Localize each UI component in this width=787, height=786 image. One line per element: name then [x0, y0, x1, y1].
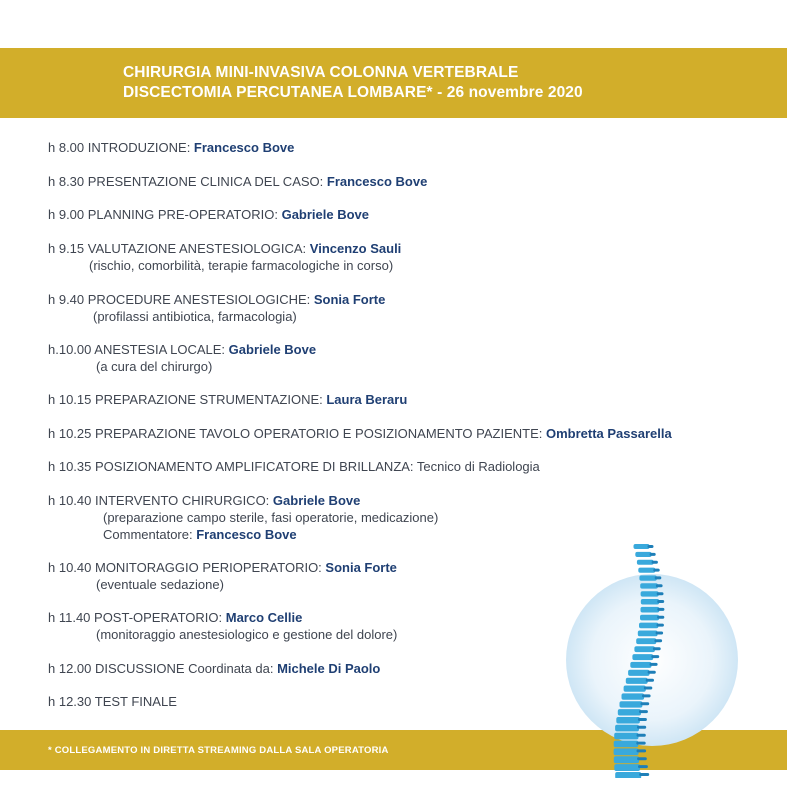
- vertebra: [614, 748, 639, 755]
- item-text: h 9.15 VALUTAZIONE ANESTESIOLOGICA:: [48, 241, 310, 256]
- vertebra-process: [657, 600, 664, 603]
- vertebra-process: [655, 576, 662, 579]
- vertebra: [638, 631, 658, 637]
- item-note: (rischio, comorbilità, terapie farmacologiche in corso): [89, 258, 394, 273]
- item-text: h 11.40 POST-OPERATORIO:: [48, 610, 226, 625]
- title-line-1: CHIRURGIA MINI-INVASIVA COLONNA VERTEBRALE: [123, 64, 519, 81]
- speaker-name: Marco Cellie: [225, 610, 303, 625]
- speaker-name: Gabriele Bove: [272, 493, 361, 508]
- vertebra: [632, 654, 653, 660]
- vertebra-process: [657, 616, 664, 619]
- vertebra-process: [640, 702, 649, 705]
- item-note: (monitoraggio anestesiologico e gestione del dolore): [96, 627, 398, 642]
- schedule-item: [48, 425, 672, 442]
- vertebra-process: [650, 663, 658, 666]
- speaker-name: Francesco Bove: [326, 174, 428, 189]
- vertebra: [618, 709, 641, 715]
- item-note: (eventuale sedazione): [96, 577, 224, 592]
- schedule-item: [48, 391, 407, 408]
- vertebra: [635, 552, 651, 557]
- vertebra: [639, 623, 658, 629]
- vertebra-process: [657, 624, 664, 627]
- speaker-name: Francesco Bove: [196, 527, 297, 542]
- vertebra-process: [636, 742, 645, 745]
- speaker-name: Gabriele Bove: [281, 207, 370, 222]
- speaker-name: Laura Beraru: [326, 392, 408, 407]
- schedule-item: [48, 206, 369, 223]
- vertebra: [620, 701, 643, 707]
- vertebra: [615, 772, 641, 778]
- vertebra-process: [656, 584, 663, 587]
- item-text: h 10.15 PREPARAZIONE STRUMENTAZIONE:: [48, 392, 327, 407]
- vertebra: [624, 686, 646, 692]
- vertebra-process: [653, 647, 661, 650]
- vertebra: [640, 615, 659, 621]
- item-text: h 10.35 POSIZIONAMENTO AMPLIFICATORE DI BRILLANZA: Tecnico di Radiologia: [48, 459, 540, 474]
- vertebra: [640, 583, 658, 588]
- schedule-item: [48, 693, 177, 710]
- schedule-item: [48, 173, 427, 190]
- speaker-name: Ombretta Passarella: [545, 426, 672, 441]
- item-text: h 10.40 MONITORAGGIO PERIOPERATORIO:: [48, 560, 326, 575]
- item-text: h 8.30 PRESENTAZIONE CLINICA DEL CASO:: [48, 174, 327, 189]
- item-note: (profilassi antibiotica, farmacologia): [93, 309, 297, 324]
- vertebra: [641, 591, 659, 596]
- item-text: h 10.25 PREPARAZIONE TAVOLO OPERATORIO E POSIZIONAMENTO PAZIENTE:: [48, 426, 546, 441]
- speaker-name: Michele Di Paolo: [277, 661, 381, 676]
- vertebra: [636, 638, 656, 644]
- vertebra-process: [642, 694, 651, 697]
- vertebra-process: [651, 655, 659, 658]
- vertebra: [630, 662, 651, 668]
- vertebra-process: [637, 726, 646, 729]
- speaker-name: Vincenzo Sauli: [309, 241, 402, 256]
- vertebra: [641, 607, 660, 613]
- schedule-item: [48, 492, 360, 509]
- schedule-item: [48, 660, 380, 677]
- vertebra-process: [657, 608, 664, 611]
- vertebra: [614, 741, 639, 748]
- vertebra: [614, 756, 639, 763]
- vertebra: [616, 717, 640, 724]
- vertebra-process: [652, 561, 658, 564]
- speaker-name: Sonia Forte: [325, 560, 397, 575]
- vertebra-process: [657, 592, 664, 595]
- spine-illustration: [560, 538, 760, 778]
- commentator-line: [103, 526, 297, 543]
- vertebra: [638, 568, 655, 573]
- schedule-item: [48, 609, 302, 626]
- vertebra-process: [653, 569, 659, 572]
- item-text: h 8.00 INTRODUZIONE:: [48, 140, 194, 155]
- commentator-label: Commentatore:: [103, 527, 197, 542]
- item-text: h 12.30 TEST FINALE: [48, 694, 177, 709]
- vertebra-process: [644, 687, 653, 690]
- vertebra: [628, 670, 650, 676]
- vertebra-process: [646, 679, 654, 682]
- vertebra-process: [656, 632, 664, 635]
- vertebra: [634, 646, 655, 652]
- schedule-item: [48, 291, 385, 308]
- vertebra: [622, 693, 645, 699]
- vertebra-process: [639, 710, 648, 713]
- vertebra-process: [638, 765, 648, 768]
- schedule-item: [48, 458, 540, 475]
- item-note: (a cura del chirurgo): [96, 359, 213, 374]
- item-text: h.10.00 ANESTESIA LOCALE:: [48, 342, 229, 357]
- item-note: (preparazione campo sterile, fasi operatorie, medicazione): [103, 510, 439, 525]
- vertebra-process: [639, 773, 649, 776]
- schedule-item: [48, 240, 401, 257]
- vertebra: [614, 733, 638, 740]
- vertebra-process: [637, 734, 646, 737]
- speaker-name: Sonia Forte: [313, 292, 386, 307]
- vertebra-process: [654, 639, 662, 642]
- item-text: h 12.00 DISCUSSIONE Coordinata da:: [48, 661, 278, 676]
- vertebra-process: [648, 545, 654, 548]
- vertebra: [641, 599, 659, 605]
- vertebra-process: [637, 749, 647, 752]
- item-text: h 10.40 INTERVENTO CHIRURGICO:: [48, 493, 273, 508]
- vertebra-process: [637, 757, 647, 760]
- vertebra: [634, 544, 650, 549]
- vertebra-process: [638, 718, 647, 721]
- vertebra: [639, 575, 656, 580]
- footer-note: * COLLEGAMENTO IN DIRETTA STREAMING DALLA SALA OPERATORIA: [48, 745, 389, 756]
- vertebra: [637, 560, 654, 565]
- schedule-item: [48, 139, 294, 156]
- schedule-item: [48, 341, 316, 358]
- speaker-name: Francesco Bove: [193, 140, 295, 155]
- title-line-2: DISCECTOMIA PERCUTANEA LOMBARE* - 26 novembre 2020: [123, 84, 583, 101]
- vertebra: [626, 678, 648, 684]
- item-text: h 9.40 PROCEDURE ANESTESIOLOGICHE:: [48, 292, 314, 307]
- speaker-name: Gabriele Bove: [228, 342, 317, 357]
- vertebra: [615, 725, 639, 732]
- vertebra-process: [648, 671, 656, 674]
- item-text: h 9.00 PLANNING PRE-OPERATORIO:: [48, 207, 282, 222]
- vertebra: [614, 764, 640, 771]
- vertebra-process: [650, 553, 656, 556]
- schedule-item: [48, 559, 397, 576]
